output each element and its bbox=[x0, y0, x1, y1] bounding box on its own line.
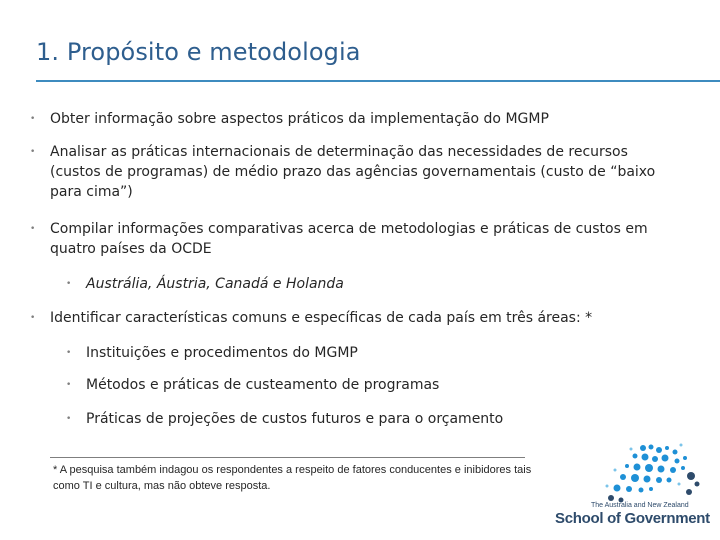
sub-bullet-item bbox=[66, 375, 666, 395]
bullet-marker: • bbox=[30, 224, 36, 234]
bullet-text: Métodos e práticas de custeamento de programas bbox=[86, 377, 440, 393]
footnote-divider bbox=[50, 457, 525, 458]
bullet-text: Obter informação sobre aspectos práticos da implementação do MGMP bbox=[50, 111, 549, 127]
school-of-government-logo bbox=[555, 440, 715, 530]
bullet-marker: • bbox=[30, 147, 36, 157]
bullet-text: Identificar características comuns e específicas de cada país em três áreas: * bbox=[50, 310, 593, 326]
bullet-item bbox=[30, 109, 680, 129]
bullet-item bbox=[30, 142, 680, 202]
sub-bullet-item bbox=[66, 409, 666, 429]
sub-bullet-item bbox=[66, 274, 666, 294]
title-divider bbox=[36, 80, 720, 82]
bullet-text: Analisar as práticas internacionais de determinação das necessidades de recursos (custos de programas) de médio prazo das agências governamentais (custo de “baixo para cima”) bbox=[50, 144, 656, 200]
bullet-item bbox=[30, 308, 680, 328]
bullet-marker: • bbox=[66, 348, 72, 358]
bullet-marker: • bbox=[30, 313, 36, 323]
bullet-marker: • bbox=[66, 380, 72, 390]
sub-bullet-item bbox=[66, 343, 666, 363]
bullet-text: Práticas de projeções de custos futuros e para o orçamento bbox=[86, 411, 504, 427]
slide-title: 1. Propósito e metodologia bbox=[36, 38, 361, 66]
bullet-marker: • bbox=[66, 279, 72, 289]
footnote: * A pesquisa também indagou os respondentes a respeito de fatores conducentes e inibidores tais como TI e cultura, mas não obteve resposta. bbox=[53, 464, 532, 492]
bullet-marker: • bbox=[30, 114, 36, 124]
bullet-text: Austrália, Áustria, Canadá e Holanda bbox=[86, 276, 344, 292]
dot-map-icon bbox=[555, 440, 715, 510]
logo-title: School of Government bbox=[555, 510, 710, 527]
bullet-text: Compilar informações comparativas acerca de metodologias e práticas de custos em quatro países da OCDE bbox=[50, 221, 648, 257]
bullet-marker: • bbox=[66, 414, 72, 424]
logo-subtitle: The Australia and New Zealand bbox=[591, 502, 689, 509]
bullet-item bbox=[30, 219, 680, 259]
bullet-text: Instituições e procedimentos do MGMP bbox=[86, 345, 358, 361]
